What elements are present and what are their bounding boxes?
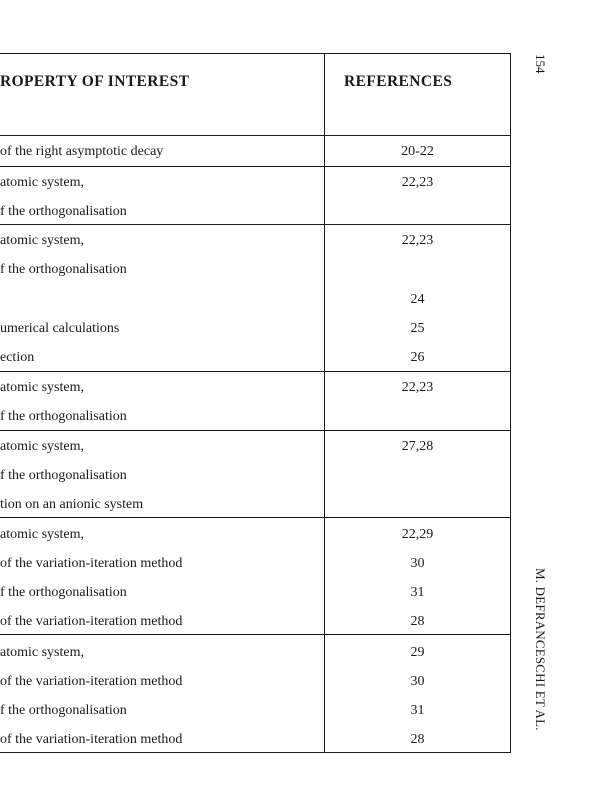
- property-cell: ection: [0, 350, 35, 365]
- row-divider: [0, 224, 511, 225]
- property-cell: atomic system,: [0, 439, 84, 454]
- property-cell: f the orthogonalisation: [0, 468, 127, 483]
- reference-cell: 22,23: [401, 175, 434, 190]
- header-property: ROPERTY OF INTEREST: [0, 73, 190, 90]
- property-cell: of the variation-iteration method: [0, 614, 183, 629]
- row-divider: [0, 430, 511, 431]
- property-cell: atomic system,: [0, 233, 84, 248]
- reference-cell: 22,29: [401, 527, 434, 542]
- header-references: REFERENCES: [344, 73, 453, 90]
- property-cell: of the variation-iteration method: [0, 556, 183, 571]
- property-cell: atomic system,: [0, 527, 84, 542]
- reference-cell: 24: [410, 292, 425, 307]
- reference-cell: 31: [410, 585, 425, 600]
- reference-cell: 29: [410, 645, 425, 660]
- row-divider: [0, 634, 511, 635]
- property-cell: atomic system,: [0, 380, 84, 395]
- reference-cell: 27,28: [401, 439, 434, 454]
- reference-cell: 22,23: [401, 380, 434, 395]
- reference-cell: 26: [410, 350, 425, 365]
- running-head: M. DEFRANCESCHI ET AL.: [533, 568, 548, 731]
- property-cell: f the orthogonalisation: [0, 409, 127, 424]
- page-number: 154: [533, 54, 548, 74]
- reference-cell: 30: [410, 674, 425, 689]
- reference-cell: 31: [410, 703, 425, 718]
- property-cell: tion on an anionic system: [0, 497, 144, 512]
- reference-cell: 28: [410, 732, 425, 747]
- property-cell: of the right asymptotic decay: [0, 144, 164, 159]
- table-bottom-rule: [0, 752, 511, 753]
- property-cell: umerical calculations: [0, 321, 120, 336]
- property-cell: atomic system,: [0, 645, 84, 660]
- property-cell: of the variation-iteration method: [0, 732, 183, 747]
- reference-cell: 28: [410, 614, 425, 629]
- reference-cell: 22,23: [401, 233, 434, 248]
- table-right-border: [510, 53, 511, 753]
- header-bottom-rule: [0, 135, 511, 136]
- property-cell: atomic system,: [0, 175, 84, 190]
- reference-cell: 25: [410, 321, 425, 336]
- table-top-rule: [0, 53, 511, 54]
- property-cell: f the orthogonalisation: [0, 204, 127, 219]
- row-divider: [0, 371, 511, 372]
- property-cell: of the variation-iteration method: [0, 674, 183, 689]
- property-cell: f the orthogonalisation: [0, 585, 127, 600]
- row-divider: [0, 166, 511, 167]
- reference-cell: 30: [410, 556, 425, 571]
- column-divider: [324, 53, 325, 753]
- property-cell: f the orthogonalisation: [0, 703, 127, 718]
- reference-cell: 20-22: [401, 144, 434, 159]
- row-divider: [0, 517, 511, 518]
- property-cell: f the orthogonalisation: [0, 262, 127, 277]
